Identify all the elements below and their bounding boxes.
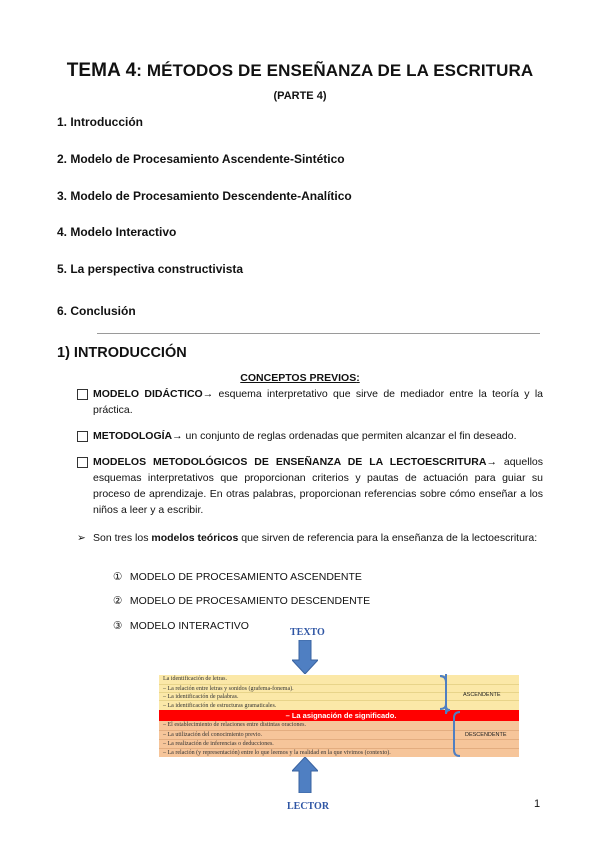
toc-item-1: 1. Introducción <box>57 115 144 129</box>
arrow-up-icon <box>292 757 318 793</box>
descendente-label: DESCENDENTE <box>465 732 507 738</box>
concept-item: MODELO DIDÁCTICO→ esquema interpretativo que sirve de mediador entre la teoría y la práctica. <box>77 386 543 418</box>
model-item-3: ③ MODELO INTERACTIVO <box>113 620 249 632</box>
toc-item-5: 5. La perspectiva constructivista <box>57 262 244 276</box>
toc-item-2: 2. Modelo de Procesamiento Ascendente-Sintético <box>57 152 345 166</box>
checkbox-icon <box>77 389 88 400</box>
ascendente-label: ASCENDENTE <box>463 692 501 698</box>
toc-item-4: 4. Modelo Interactivo <box>57 225 177 239</box>
page-title: TEMA 4: MÉTODOS DE ENSEÑANZA DE LA ESCRITURA <box>66 60 534 81</box>
checkbox-icon <box>77 457 88 468</box>
intro-paragraph: ➢ Son tres los modelos teóricos que sirven de referencia para la enseñanza de la lectoescritura: <box>77 532 538 544</box>
diagram-bottom-label: LECTOR <box>287 801 330 812</box>
toc-item-6: 6. Conclusión <box>57 304 136 318</box>
divider <box>97 333 540 334</box>
bracket-icons <box>432 674 466 760</box>
reading-process-table: La identificación de letras. – La relación entre letras y sonidos (grafema-fonema). – La identificación de palabras. – La identificación de estructuras gramaticales. – La asignación de significado. – El establecimiento de relaciones entre distintas oraciones. – La utilización del conocimiento previo. – La realización de inferencias o deducciones. – La relación (y representación) entre lo que leemos y la realidad en la que vivimos (contexto). ASCENDENTE DESCENDENTE <box>159 675 519 757</box>
toc-item-3: 3. Modelo de Procesamiento Descendente-Analítico <box>57 189 352 203</box>
concepts-title: CONCEPTOS PREVIOS: <box>240 372 360 384</box>
bullet-arrow-icon: ➢ <box>77 532 86 544</box>
concept-item: MODELOS METODOLÓGICOS DE ENSEÑANZA DE LA LECTOESCRITURA→ aquellos esquemas interpretativos que proporcionan criterios y pautas de actuación para guiar su proceso de aprendizaje. En otras palabras, proporcionan referencias sobre cómo enseñar a los niños a leer y a escribir. <box>77 454 543 518</box>
model-item-2: ② MODELO DE PROCESAMIENTO DESCENDENTE <box>113 595 371 607</box>
section-heading: 1) INTRODUCCIÓN <box>57 345 187 361</box>
diagram-top-label: TEXTO <box>290 627 325 638</box>
checkbox-icon <box>77 431 88 442</box>
concept-item: METODOLOGÍA→ un conjunto de reglas ordenadas que permiten alcanzar el fin deseado. <box>77 428 543 444</box>
page-subtitle: (PARTE 4) <box>273 90 327 102</box>
model-item-1: ① MODELO DE PROCESAMIENTO ASCENDENTE <box>113 571 362 583</box>
arrow-down-icon <box>292 640 318 674</box>
page-number: 1 <box>534 798 541 810</box>
